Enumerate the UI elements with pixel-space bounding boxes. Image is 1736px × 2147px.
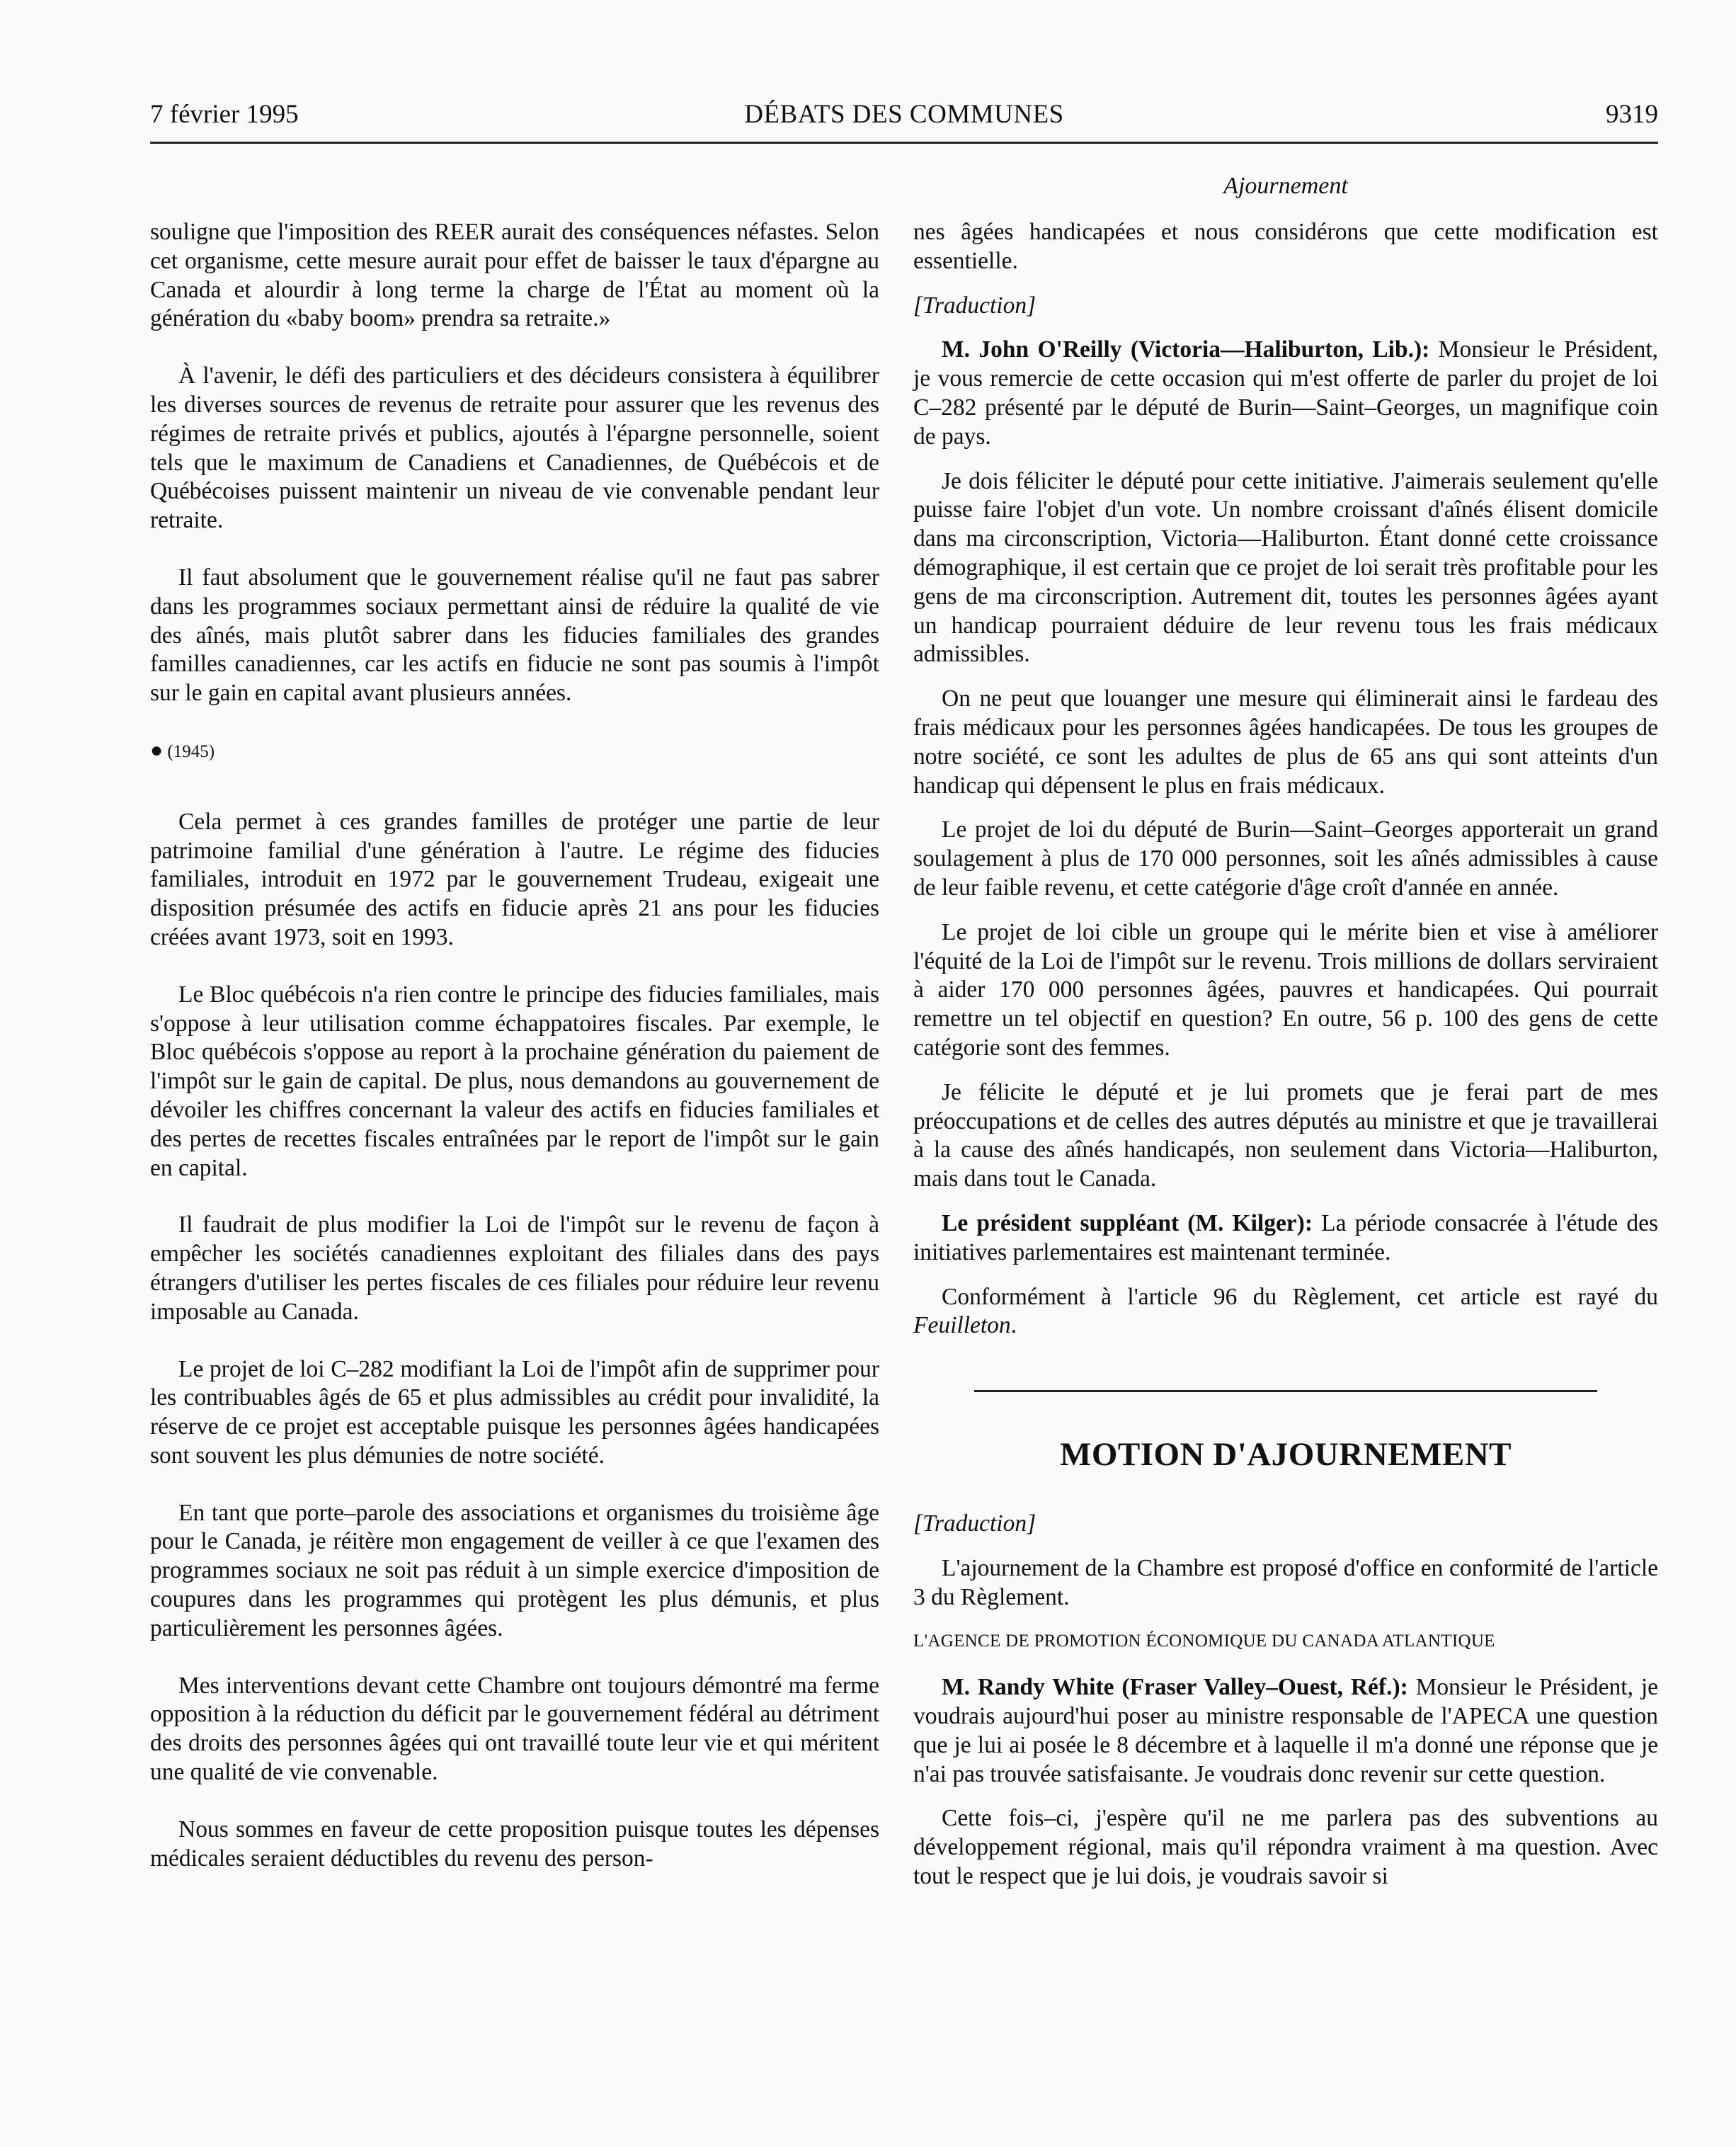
header-publication: DÉBATS DES COMMUNES: [744, 100, 1064, 129]
speech-text: La période consacrée à l'étude des initiatives parlementaires est maintenant terminée.: [913, 1209, 1659, 1265]
paragraph: On ne peut que louanger une mesure qui éliminerait ainsi le fardeau des frais médicaux pour les personnes âgées handicapées. De tous les groupes de notre société, ce sont les adultes de plus de 65 ans qui sont atteints d'un handicap qui dépensent le plus en frais médicaux.: [913, 685, 1658, 799]
paragraph: Le Bloc québécois n'a rien contre le principe des fiducies familiales, mais s'oppose à leur utilisation comme échappatoires fiscales. Par exemple, le Bloc québécois s'oppose au report à la prochaine génération du paiement de l'impôt sur le gain de capital. De plus, nous demandons au gouvernement de dévoiler les chiffres concernant la valeur des actifs en fiducies familiales et des pertes de recettes fiscales entraînées par le report de l'impôt sur le gain en capital.: [150, 981, 879, 1181]
paragraph: souligne que l'imposition des REER aurait des conséquences néfastes. Selon cet organisme, cette mesure aurait pour effet de baisser le taux d'épargne au Canada et alourdir à long terme la charge de l'État au moment où la génération du «baby boom» prendra sa retraite.»: [150, 219, 879, 332]
paragraph: L'ajournement de la Chambre est proposé d'office en conformité de l'article 3 du Règlement.: [913, 1554, 1658, 1610]
paragraph-text: Conformément à l'article 96 du Règlement, cet article est rayé du: [942, 1283, 1658, 1310]
paragraph: Le projet de loi cible un groupe qui le mérite bien et vise à améliorer l'équité de la Loi de l'impôt sur le revenu. Trois millions de dollars serviraient à aider 170 000 personnes âgées, pauvres et handicapées. Qui pourrait remettre un tel objectif en question? En outre, 56 p. 100 des gens de cette catégorie sont des femmes.: [913, 918, 1658, 1061]
paragraph: Il faut absolument que le gouvernement réalise qu'il ne faut pas sabrer dans les programmes sociaux permettant ainsi de réduire la qualité de vie des aînés, mais plutôt sabrer dans les fiducies familiales des grandes familles canadiennes, car les actifs en fiducie ne sont pas soumis à l'impôt sur le gain en capital avant plusieurs années.: [150, 564, 879, 707]
speaker-name: Le président suppléant (M. Kilger):: [942, 1209, 1313, 1236]
running-title: Ajournement: [1223, 173, 1348, 199]
speech: [913, 1209, 1658, 1268]
speech: [913, 1673, 1658, 1789]
speech-text: Monsieur le Président, je vous remercie de cette occasion qui m'est offerte de parler du projet de loi C–282 présenté par le député de Burin—Saint–Georges, un magnifique coin de pays.: [913, 336, 1659, 450]
page-header: [150, 99, 1658, 144]
journal-name: Feuilleton: [913, 1312, 1011, 1339]
translation-note: [Traduction]: [913, 292, 1037, 319]
paragraph: Cette fois–ci, j'espère qu'il ne me parlera pas des subventions au développement régional, mais qu'il répondra vraiment à ma question. Avec tout le respect que je lui dois, je voudrais savoir si: [913, 1805, 1658, 1890]
time-marker: [150, 736, 879, 767]
subsection-heading: L'AGENCE DE PROMOTION ÉCONOMIQUE DU CANADA ATLANTIQUE: [913, 1631, 1495, 1651]
paragraph: Le projet de loi C–282 modifiant la Loi de l'impôt afin de supprimer pour les contribuables âgés de 65 et plus admissibles au crédit pour invalidité, la réserve de ce projet est acceptable puisque les personnes âgées handicapées sont souvent les plus démunies de notre société.: [150, 1355, 879, 1469]
paragraph: [913, 1283, 1658, 1341]
paragraph: Je dois féliciter le député pour cette initiative. J'aimerais seulement qu'elle puisse faire l'objet d'un vote. Un nombre croissant d'aînés élisent domicile dans ma circonscription, Victoria—Haliburton. Étant donné cette croissance démographique, il est certain que ce projet de loi serait très profitable pour les gens de ma circonscription. Autrement dit, toutes les personnes âgées ayant un handicap pourraient déduire de leur revenu tous les frais médicaux admissibles.: [913, 467, 1658, 668]
paragraph: En tant que porte–parole des associations et organismes du troisième âge pour le Canada, je réitère mon engagement de veiller à ce que l'examen des programmes sociaux ne soit pas réduit à un simple exercice d'imposition de coupures dans les programmes qui protègent les plus démunis, et plus particulièrement les personnes âgées.: [150, 1499, 879, 1641]
paragraph: Nous sommes en faveur de cette proposition puisque toutes les dépenses médicales seraient déductibles du revenu des person-: [150, 1816, 879, 1872]
translation-note: [Traduction]: [913, 1510, 1037, 1537]
right-column: [913, 218, 1658, 1907]
speaker-name: M. Randy White (Fraser Valley–Ouest, Réf.):: [942, 1674, 1408, 1701]
speech: [913, 336, 1658, 451]
paragraph: À l'avenir, le défi des particuliers et des décideurs consistera à équilibrer les diverses sources de revenus de retraite pour assurer que les revenus des régimes de retraite privés et publics, ajoutés à l'épargne personnelle, soient tels que le maximum de Canadiens et Canadiennes, de Québécois et de Québécoises puissent maintenir un niveau de vie convenable pendant leur retraite.: [150, 363, 879, 534]
header-page-number: 9319: [1606, 100, 1658, 129]
bullet-icon: ●: [150, 738, 164, 762]
speech-text: Monsieur le Président, je voudrais aujourd'hui poser au ministre responsable de l'APECA une question que je lui ai posée le 8 décembre et à laquelle il m'a donné une réponse que je n'ai pas trouvée satisfaisante. Je voudrais donc revenir sur cette question.: [913, 1674, 1658, 1787]
left-column: [150, 218, 879, 1901]
paragraph: Cela permet à ces grandes familles de protéger une partie de leur patrimoine familial d'une génération à l'autre. Le régime des fiducies familiales, introduit en 1972 par le gouvernement Trudeau, exigeait une disposition présumée des actifs en fiducie après 21 ans pour les fiducies créées avant 1973, soit en 1993.: [150, 808, 879, 950]
time-marker-label: (1945): [167, 741, 215, 761]
section-title: MOTION D'AJOURNEMENT: [1060, 1436, 1512, 1474]
paragraph: Je félicite le député et je lui promets que je ferai part de mes préoccupations et de celles des autres députés au ministre et que je travaillerai à la cause des aînés handicapés, non seulement dans Victoria—Haliburton, mais dans tout le Canada.: [913, 1078, 1658, 1192]
paragraph: Il faudrait de plus modifier la Loi de l'impôt sur le revenu de façon à empêcher les sociétés canadiennes exploitant des filiales dans des pays étrangers d'utiliser les pertes fiscales de ces filiales pour réduire leur revenu imposable au Canada.: [150, 1212, 879, 1325]
section-divider: [974, 1390, 1597, 1392]
paragraph: nes âgées handicapées et nous considérons que cette modification est essentielle.: [913, 219, 1658, 274]
speaker-name: M. John O'Reilly (Victoria—Haliburton, Lib.):: [942, 336, 1430, 363]
paragraph-end: .: [1010, 1312, 1017, 1339]
paragraph: Le projet de loi du député de Burin—Saint–Georges apporterait un grand soulagement à plus de 170 000 personnes, soit les aînés admissibles à cause de leur faible revenu, et cette catégorie d'âge croît d'année en année.: [913, 816, 1658, 901]
paragraph: Mes interventions devant cette Chambre ont toujours démontré ma ferme opposition à la réduction du déficit par le gouvernement fédéral au détriment des droits des personnes âgées qui ont travaillé toute leur vie et qui méritent une qualité de vie convenable.: [150, 1672, 879, 1786]
header-date: 7 février 1995: [150, 100, 299, 129]
